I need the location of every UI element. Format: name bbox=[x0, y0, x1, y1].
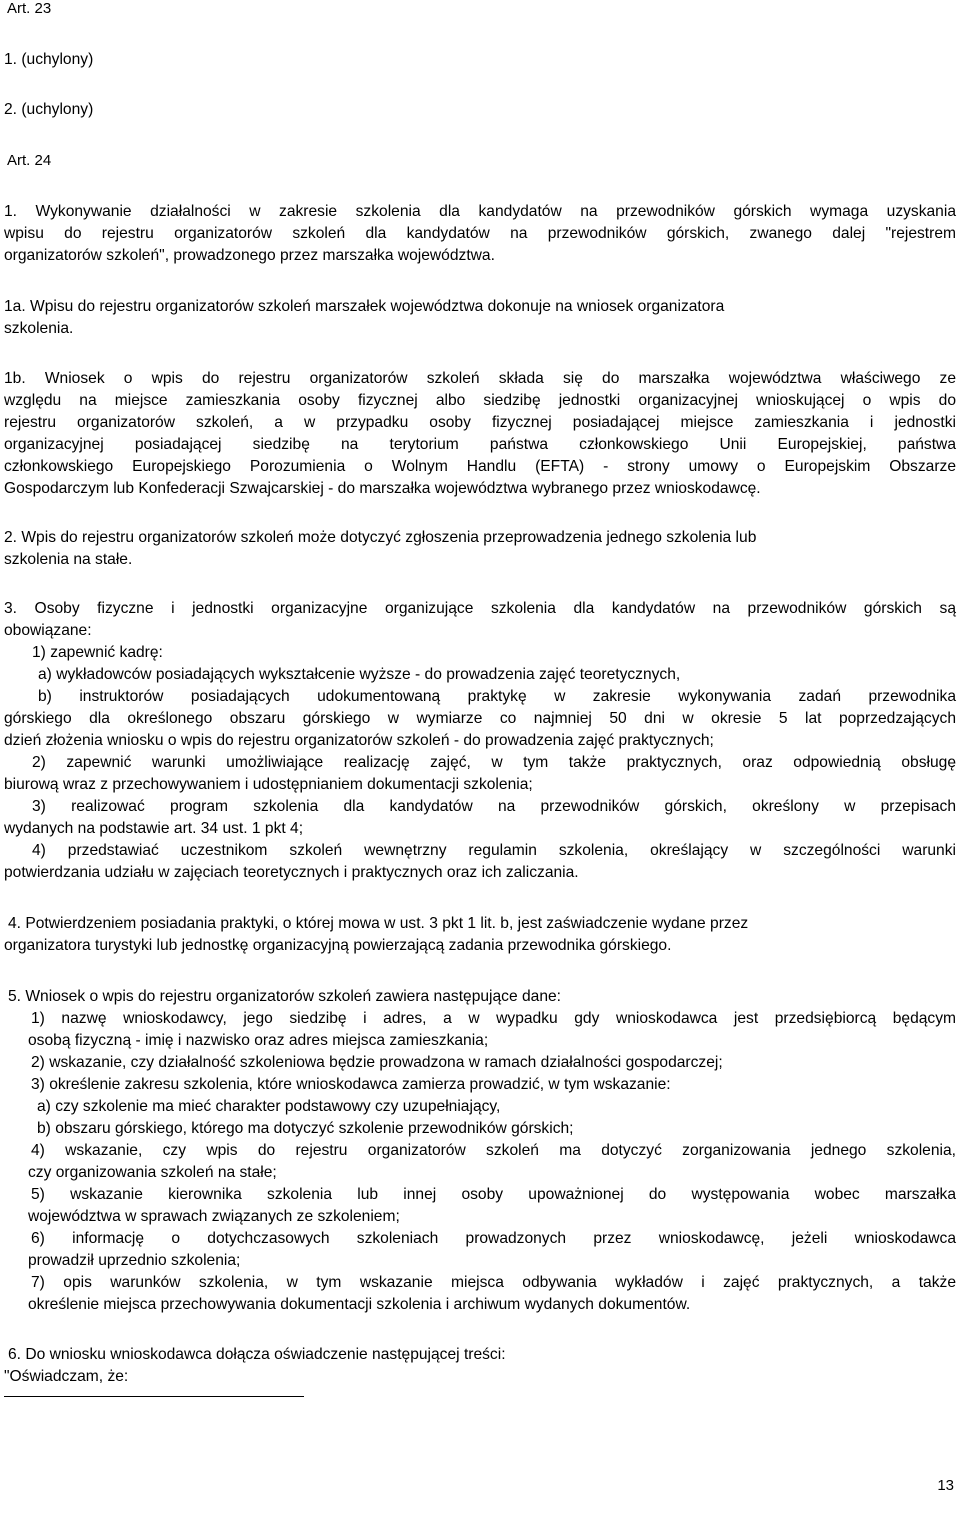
text-line: 1b. Wniosek o wpis do rejestru organizatorów szkoleń składa się do marszałka województwa właściwego ze bbox=[4, 370, 956, 387]
list-item: b) obszaru górskiego, którego ma dotyczyć szkolenie przewodników górskich; bbox=[37, 1120, 574, 1137]
text-line: rejestru organizatorów szkoleń, a w przypadku osoby fizycznej posiadającej miejsce zamieszkania i jednostki bbox=[4, 414, 956, 431]
text-line: 1. Wykonywanie działalności w zakresie szkolenia dla kandydatów na przewodników górskich wymaga uzyskania bbox=[4, 203, 956, 220]
list-item: 4) wskazanie, czy wpis do rejestru organizatorów szkoleń ma dotyczyć zorganizowania jednego szkolenia, bbox=[31, 1142, 956, 1159]
footnote-separator bbox=[4, 1396, 304, 1397]
list-item: 5) wskazanie kierownika szkolenia lub innej osoby upoważnionej do występowania wobec marszałka bbox=[31, 1186, 956, 1203]
text-line: 3. Osoby fizyczne i jednostki organizacyjne organizujące szkolenia dla kandydatów na przewodników górskich są bbox=[4, 600, 956, 617]
text-line: obowiązane: bbox=[4, 622, 92, 639]
list-item: 3) określenie zakresu szkolenia, które wnioskodawca zamierza prowadzić, w tym wskazanie: bbox=[31, 1076, 671, 1093]
list-item: b) instruktorów posiadających udokumentowaną praktykę w zakresie wykonywania zadań przewodnika bbox=[38, 688, 956, 705]
text-line: organizatorów szkoleń", prowadzonego przez marszałka województwa. bbox=[4, 247, 495, 264]
list-item: a) wykładowców posiadających wykształcenie wyższe - do prowadzenia zajęć teoretycznych, bbox=[38, 666, 681, 683]
text-line: czy organizowania szkoleń na stałe; bbox=[28, 1164, 277, 1181]
article-23-heading: Art. 23 bbox=[7, 0, 52, 17]
text-line: wpisu do rejestru organizatorów szkoleń dla kandydatów na przewodników górskich, zwanego dalej "rejestrem bbox=[4, 225, 956, 242]
list-item: 1) nazwę wnioskodawcy, jego siedzibę i adres, a w wypadku gdy wnioskodawca jest przedsiębiorcą będącym bbox=[31, 1010, 956, 1027]
list-item: 3) realizować program szkolenia dla kandydatów na przewodników górskich, określony w przepisach bbox=[32, 798, 956, 815]
list-item: 2) zapewnić warunki umożliwiające realizację zajęć, w tym także praktycznych, oraz odpowiednią obsługę bbox=[32, 754, 956, 771]
list-item: 6) informację o dotychczasowych szkoleniach prowadzonych przez wnioskodawcę, jeżeli wnioskodawca bbox=[31, 1230, 956, 1247]
text-line: dzień złożenia wniosku o wpis do rejestru organizatorów szkoleń - do prowadzenia zajęć praktycznych; bbox=[4, 732, 714, 749]
list-item: 7) opis warunków szkolenia, w tym wskazanie miejsca odbywania wykładów i zajęć praktycznych, a także bbox=[31, 1274, 956, 1291]
art23-item-1: 1. (uchylony) bbox=[4, 51, 94, 68]
article-24-heading: Art. 24 bbox=[7, 152, 52, 169]
text-line: 6. Do wniosku wnioskodawca dołącza oświadczenie następującej treści: bbox=[8, 1346, 506, 1363]
art23-item-2: 2. (uchylony) bbox=[4, 101, 94, 118]
page-number: 13 bbox=[937, 1477, 954, 1494]
text-line: prowadził uprzednio szkolenia; bbox=[28, 1252, 241, 1269]
text-line: wydanych na podstawie art. 34 ust. 1 pkt 4; bbox=[4, 820, 304, 837]
text-line: województwa w sprawach związanych ze szkoleniem; bbox=[28, 1208, 400, 1225]
text-line: Gospodarczym lub Konfederacji Szwajcarskiej - do marszałka województwa wybranego przez wnioskodawcę. bbox=[4, 480, 761, 497]
text-line: organizatora turystyki lub jednostkę organizacyjną powierzającą zadania przewodnika górskiego. bbox=[4, 937, 672, 954]
text-line: szkolenia na stałe. bbox=[4, 551, 133, 568]
text-line: szkolenia. bbox=[4, 320, 74, 337]
text-line: 2. Wpis do rejestru organizatorów szkoleń może dotyczyć zgłoszenia przeprowadzenia jednego szkolenia lub bbox=[4, 529, 757, 546]
text-line: określenie miejsca przechowywania dokumentacji szkolenia i archiwum wydanych dokumentów. bbox=[28, 1296, 691, 1313]
text-line: potwierdzania udziału w zajęciach teoretycznych i praktycznych oraz ich zaliczania. bbox=[4, 864, 579, 881]
list-item: a) czy szkolenie ma mieć charakter podstawowy czy uzupełniający, bbox=[37, 1098, 501, 1115]
text-line: 4. Potwierdzeniem posiadania praktyki, o której mowa w ust. 3 pkt 1 lit. b, jest zaświadczenie wydane przez bbox=[8, 915, 749, 932]
text-line: względu na miejsce zamieszkania osoby fizycznej albo siedzibę jednostki organizacyjnej wnioskującej o wpis do bbox=[4, 392, 956, 409]
text-line: górskiego dla określonego obszaru górskiego w wymiarze co najmniej 50 dni w okresie 5 lat poprzedzających bbox=[4, 710, 956, 727]
list-item: 1) zapewnić kadrę: bbox=[32, 644, 163, 661]
text-line: biurową wraz z przechowywaniem i udostępnianiem dokumentacji szkolenia; bbox=[4, 776, 533, 793]
list-item: 4) przedstawiać uczestnikom szkoleń wewnętrzny regulamin szkolenia, określający w szczególności warunki bbox=[32, 842, 956, 859]
text-line: "Oświadczam, że: bbox=[4, 1368, 129, 1385]
text-line: 1a. Wpisu do rejestru organizatorów szkoleń marszałek województwa dokonuje na wniosek organizatora bbox=[4, 298, 725, 315]
text-line: osobą fizyczną - imię i nazwisko oraz adres miejsca zamieszkania; bbox=[28, 1032, 489, 1049]
text-line: członkowskiego Europejskiego Porozumienia o Wolnym Handlu (EFTA) - strony umowy o Europejskim Obszarze bbox=[4, 458, 956, 475]
text-line: 5. Wniosek o wpis do rejestru organizatorów szkoleń zawiera następujące dane: bbox=[8, 988, 562, 1005]
text-line: organizacyjnej posiadającej siedzibę na terytorium państwa członkowskiego Unii Europejskiej, państwa bbox=[4, 436, 956, 453]
list-item: 2) wskazanie, czy działalność szkoleniowa będzie prowadzona w ramach działalności gospodarczej; bbox=[31, 1054, 723, 1071]
